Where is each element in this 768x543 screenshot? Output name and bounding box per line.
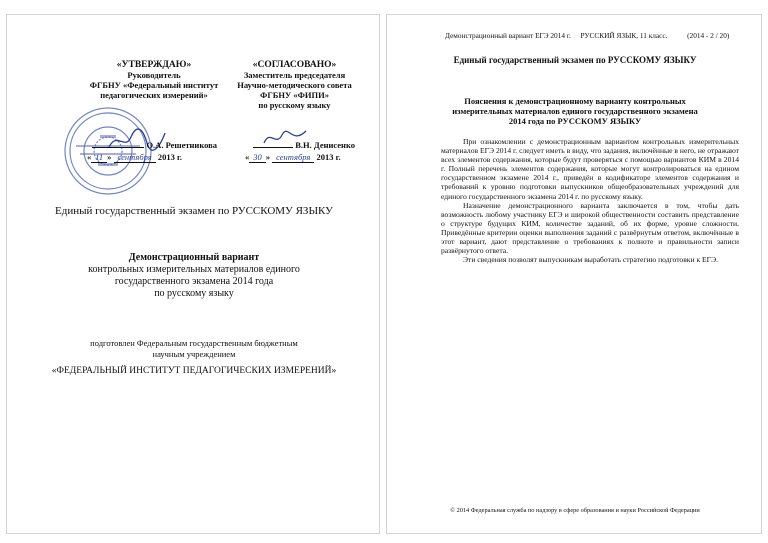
left-page <box>6 14 380 534</box>
agree-signer-row <box>245 140 355 150</box>
prepared-by <box>37 338 351 359</box>
approve-date-month: сентября <box>114 152 156 163</box>
right-page-title: Единый государственный экзамен по РУССКОМУ ЯЗЫКУ <box>453 55 697 65</box>
header-middle: РУССКИЙ ЯЗЫК, 11 класс. <box>580 31 668 40</box>
approve-line: ФГБНУ «Федеральный институт <box>89 80 219 90</box>
agree-line: ФГБНУ «ФИПИ» <box>260 90 329 100</box>
agree-block <box>232 60 357 110</box>
body-paragraph: Эти сведения позволят выпускникам выработать стратегию подготовки к ЕГЭ. <box>463 255 718 265</box>
explanation-heading <box>407 96 743 126</box>
body-paragraph: При ознакомлении с демонстрационным вариантом контрольных измерительных материалов ЕГЭ 2014 г. следует иметь в виду, что задания, включённые в него, не отражают всех элементов содержания, которые будут проверяться с помощью вариантов КИМ в 2014 г. Полный перечень элементов содержания, которые могут контролироваться на едином государственном экзамене 2014 г., приведён в кодификаторе элементов содержания и требований к уровню подготовки выпускников общеобразовательных учреждений для единого государственного экзамена 2014 г. по русскому языку. <box>441 137 739 201</box>
header-page-number: (2014 - 2 / 20) <box>687 31 730 40</box>
agree-heading: «СОГЛАСОВАНО» <box>252 60 337 70</box>
approve-line: педагогических измерений» <box>100 90 208 100</box>
approve-date-day: 11 <box>91 152 107 163</box>
agree-line: Заместитель председателя <box>243 70 346 80</box>
date-quote-open: « <box>87 152 92 162</box>
running-header <box>445 31 745 40</box>
copyright-footer: © 2014 Федеральная служба по надзору в сфере образования и науки Российской Федерации <box>450 507 700 514</box>
agree-signer-name: В.Н. Денисенко <box>295 140 355 150</box>
prepared-line: научным учреждением <box>152 348 236 359</box>
body-paragraph: Назначение демонстрационного варианта заключается в том, чтобы дать возможность любому участнику ЕГЭ и широкой общественности составить представление о структуре будущих КИМ, количестве заданий, об их форме, уровне сложности. Приведённые критерии оценки выполнения заданий с развёрнутым ответом, включённые в этот вариант, дают представление о требованиях к полноте и правильности записи развёрнутого ответа. <box>441 200 739 256</box>
date-quote-open: « <box>245 152 250 162</box>
demo-variant-line: контрольных измерительных материалов единого <box>88 264 300 275</box>
approve-date-row <box>87 152 217 162</box>
header-left: Демонстрационный вариант ЕГЭ 2014 г. <box>445 31 571 40</box>
explanation-body <box>441 137 739 264</box>
demo-variant-line: по русскому языку <box>154 288 234 299</box>
approve-signer-name: О.А. Решетникова <box>146 140 217 150</box>
agree-date-day: 30 <box>249 152 266 163</box>
agree-date-month: сентября <box>272 152 314 163</box>
demo-variant-line: государственного экзамена 2014 года <box>114 276 274 287</box>
explanation-heading-line: Пояснения к демонстрационному варианту контрольных <box>464 96 686 106</box>
demo-variant-title: Демонстрационный вариант <box>128 252 260 263</box>
demo-variant-block <box>37 252 351 300</box>
explanation-heading-line: 2014 года по РУССКОМУ ЯЗЫКУ <box>508 116 642 126</box>
agree-line: по русскому языку <box>258 100 331 110</box>
agree-date-row <box>245 152 365 162</box>
approve-heading: «УТВЕРЖДАЮ» <box>116 60 192 70</box>
agree-line: Научно-методического совета <box>237 80 352 90</box>
date-quote-close: » <box>265 152 270 162</box>
date-quote-close: » <box>107 152 112 162</box>
explanation-heading-line: измерительных материалов единого государственного экзамена <box>452 106 698 116</box>
institute-name: «ФЕДЕРАЛЬНЫЙ ИНСТИТУТ ПЕДАГОГИЧЕСКИХ ИЗМЕРЕНИЙ» <box>51 366 337 376</box>
agree-date-year: 2013 г. <box>316 152 341 162</box>
approve-line: Руководитель <box>127 70 181 80</box>
approve-signer-row <box>67 140 217 150</box>
approve-block <box>89 60 219 100</box>
approve-date-year: 2013 г. <box>157 152 182 162</box>
prepared-line: подготовлен Федеральным государственным бюджетным <box>90 338 298 348</box>
right-page <box>386 14 762 534</box>
exam-title: Единый государственный экзамен по РУССКОМУ ЯЗЫКУ <box>55 205 333 217</box>
